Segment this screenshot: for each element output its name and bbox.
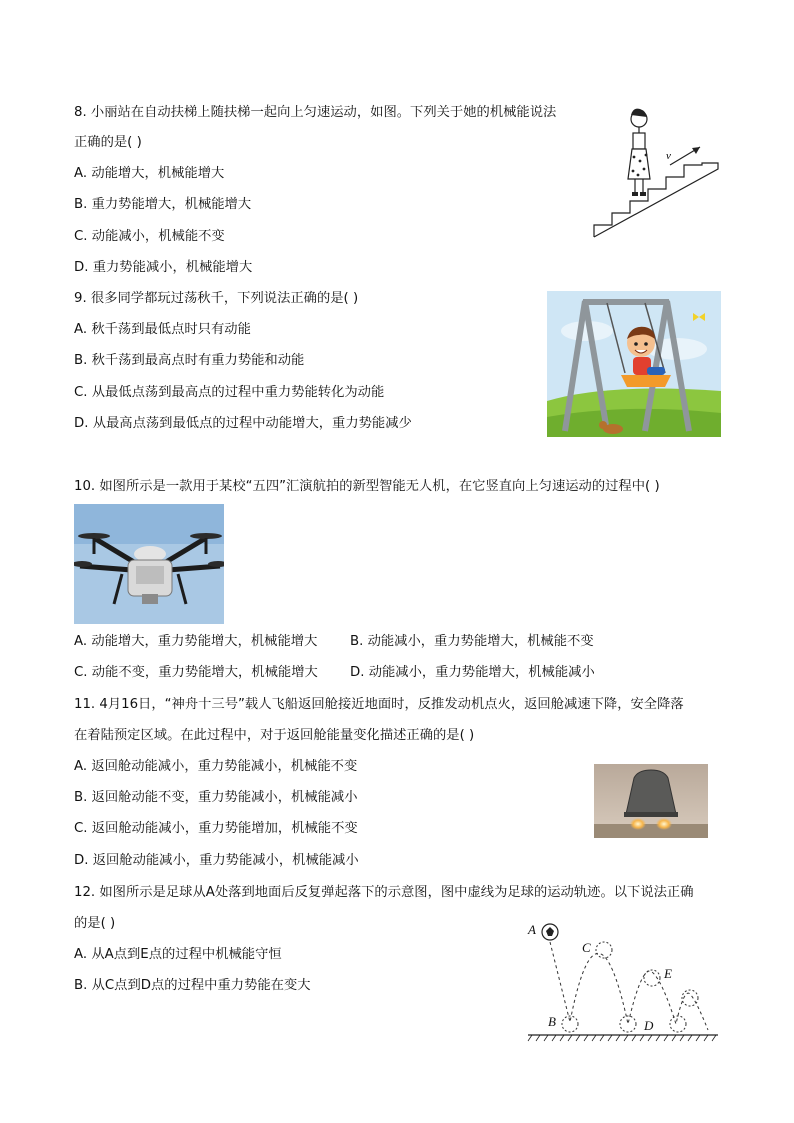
q9-stem: 9. 很多同学都玩过荡秋千，下列说法正确的是( ) xyxy=(74,291,359,306)
q11-option-c: C. 返回舱动能减小，重力势能增加，机械能不变 xyxy=(74,821,358,836)
q10-option-d: D. 动能减小，重力势能增大，机械能减小 xyxy=(350,665,595,680)
bouncing-ball-diagram xyxy=(524,918,722,1044)
q11-option-b: B. 返回舱动能不变，重力势能减小，机械能减小 xyxy=(74,790,358,805)
escalator-figure xyxy=(592,103,722,239)
swing-figure xyxy=(547,291,721,437)
q12-option-b: B. 从C点到D点的过程中重力势能在变大 xyxy=(74,978,311,993)
q9-option-c: C. 从最低点荡到最高点的过程中重力势能转化为动能 xyxy=(74,385,385,400)
q10-stem: 10. 如图所示是一款用于某校“五四”汇演航拍的新型智能无人机，在它竖直向上匀速运动的过程中( ) xyxy=(74,479,660,494)
q8-option-c: C. 动能减小，机械能不变 xyxy=(74,229,225,244)
drone-photo xyxy=(74,504,224,624)
q8-option-a: A. 动能增大，机械能增大 xyxy=(74,166,225,181)
q8-option-d: D. 重力势能减小，机械能增大 xyxy=(74,260,253,275)
q9-option-a: A. 秋千荡到最低点时只有动能 xyxy=(74,322,251,337)
q10-option-b: B. 动能减小，重力势能增大，机械能不变 xyxy=(350,634,594,649)
q10-option-c: C. 动能不变，重力势能增大，机械能增大 xyxy=(74,665,318,680)
q9-option-b: B. 秋千荡到最高点时有重力势能和动能 xyxy=(74,353,305,368)
q11-option-a: A. 返回舱动能减小，重力势能减小，机械能不变 xyxy=(74,759,358,774)
q9-option-d: D. 从最高点荡到最低点的过程中动能增大，重力势能减少 xyxy=(74,416,412,431)
label-d: D xyxy=(644,1018,654,1033)
q11-stem-line1: 11. 4月16日，“神舟十三号”载人飞船返回舱接近地面时，反推发动机点火，返回舱减速下降，安全降落 xyxy=(74,697,684,712)
q11-stem-line2: 在着陆预定区域。在此过程中，对于返回舱能量变化描述正确的是( ) xyxy=(74,728,475,743)
q10-option-a: A. 动能增大，重力势能增大，机械能增大 xyxy=(74,634,318,649)
q8-stem-line2: 正确的是( ) xyxy=(74,135,142,150)
label-e: E xyxy=(664,966,672,981)
label-c: C xyxy=(582,940,591,955)
capsule-photo xyxy=(594,764,708,838)
q12-stem-line1: 12. 如图所示是足球从A处落到地面后反复弹起落下的示意图，图中虚线为足球的运动轨迹。以下说法正确 xyxy=(74,885,694,900)
label-a: A xyxy=(528,922,536,937)
label-b: B xyxy=(548,1014,556,1029)
q11-option-d: D. 返回舱动能减小，重力势能减小，机械能减小 xyxy=(74,853,359,868)
q8-option-b: B. 重力势能增大，机械能增大 xyxy=(74,197,252,212)
q8-stem-line1: 8. 小丽站在自动扶梯上随扶梯一起向上匀速运动，如图。下列关于她的机械能说法 xyxy=(74,105,557,120)
velocity-label: v xyxy=(666,150,671,162)
q12-stem-line2: 的是( ) xyxy=(74,916,116,931)
q12-option-a: A. 从A点到E点的过程中机械能守恒 xyxy=(74,947,282,962)
